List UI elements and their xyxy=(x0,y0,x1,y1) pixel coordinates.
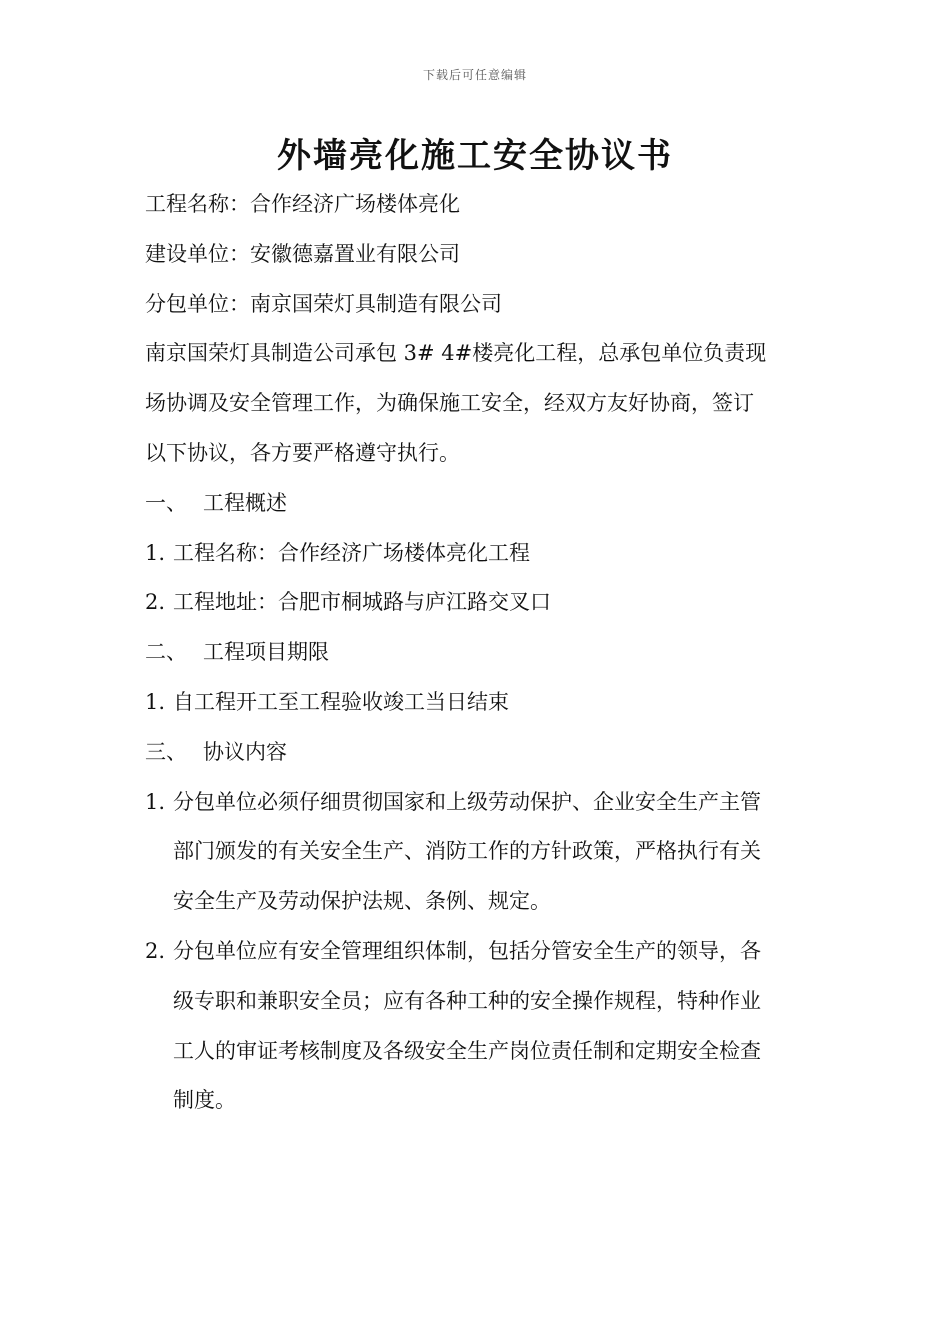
list-item xyxy=(145,778,810,927)
item-number: 2. xyxy=(145,938,166,963)
item-line: 分包单位必须仔细贯彻国家和上级劳动保护、企业安全生产主管 xyxy=(173,789,761,814)
item-line: 安全生产及劳动保护法规、条例、规定。 xyxy=(173,889,551,914)
item-line: 制度。 xyxy=(173,1088,236,1113)
item-number: 1. xyxy=(145,789,166,814)
section-title: 工程项目期限 xyxy=(203,640,329,665)
document-title: 外墙亮化施工安全协议书 xyxy=(277,136,673,176)
section-number: 二、 xyxy=(145,640,187,665)
project-name-line: 工程名称：合作经济广场楼体亮化 xyxy=(145,192,460,216)
list-item xyxy=(145,529,810,579)
section-title: 工程概述 xyxy=(203,490,287,515)
item-text: 工程名称：合作经济广场楼体亮化工程 xyxy=(173,540,530,565)
list-item xyxy=(145,678,810,728)
item-line: 级专职和兼职安全员；应有各种工种的安全操作规程，特种作业 xyxy=(173,988,761,1013)
list-item xyxy=(145,578,810,628)
item-line: 部门颁发的有关安全生产、消防工作的方针政策，严格执行有关 xyxy=(173,839,761,864)
item-number: 1. xyxy=(145,540,166,565)
section-number: 三、 xyxy=(145,739,187,764)
subcontractor-line: 分包单位：南京国荣灯具制造有限公司 xyxy=(145,291,502,316)
intro-line: 以下协议，各方要严格遵守执行。 xyxy=(145,440,460,465)
builder-line: 建设单位：安徽德嘉置业有限公司 xyxy=(145,241,460,266)
item-number: 1. xyxy=(145,689,166,714)
section-heading xyxy=(145,628,810,678)
section-heading xyxy=(145,728,810,778)
document-body xyxy=(145,180,810,1126)
header-note: 下载后可任意编辑 xyxy=(422,68,527,82)
section-number: 一、 xyxy=(145,490,187,515)
section-title: 协议内容 xyxy=(203,739,287,764)
section-heading xyxy=(145,479,810,529)
intro-line: 南京国荣灯具制造公司承包 3# 4#楼亮化工程，总承包单位负责现 xyxy=(145,341,767,366)
item-text: 工程地址：合肥市桐城路与庐江路交叉口 xyxy=(173,590,551,615)
item-text xyxy=(173,927,810,1126)
item-number: 2. xyxy=(145,590,166,615)
list-item xyxy=(145,927,810,1126)
item-text xyxy=(173,778,810,927)
intro-line: 场协调及安全管理工作，为确保施工安全，经双方友好协商，签订 xyxy=(145,391,754,416)
item-line: 分包单位应有安全管理组织体制，包括分管安全生产的领导，各 xyxy=(173,938,761,963)
item-text: 自工程开工至工程验收竣工当日结束 xyxy=(173,689,509,714)
item-line: 工人的审证考核制度及各级安全生产岗位责任制和定期安全检查 xyxy=(173,1038,761,1063)
